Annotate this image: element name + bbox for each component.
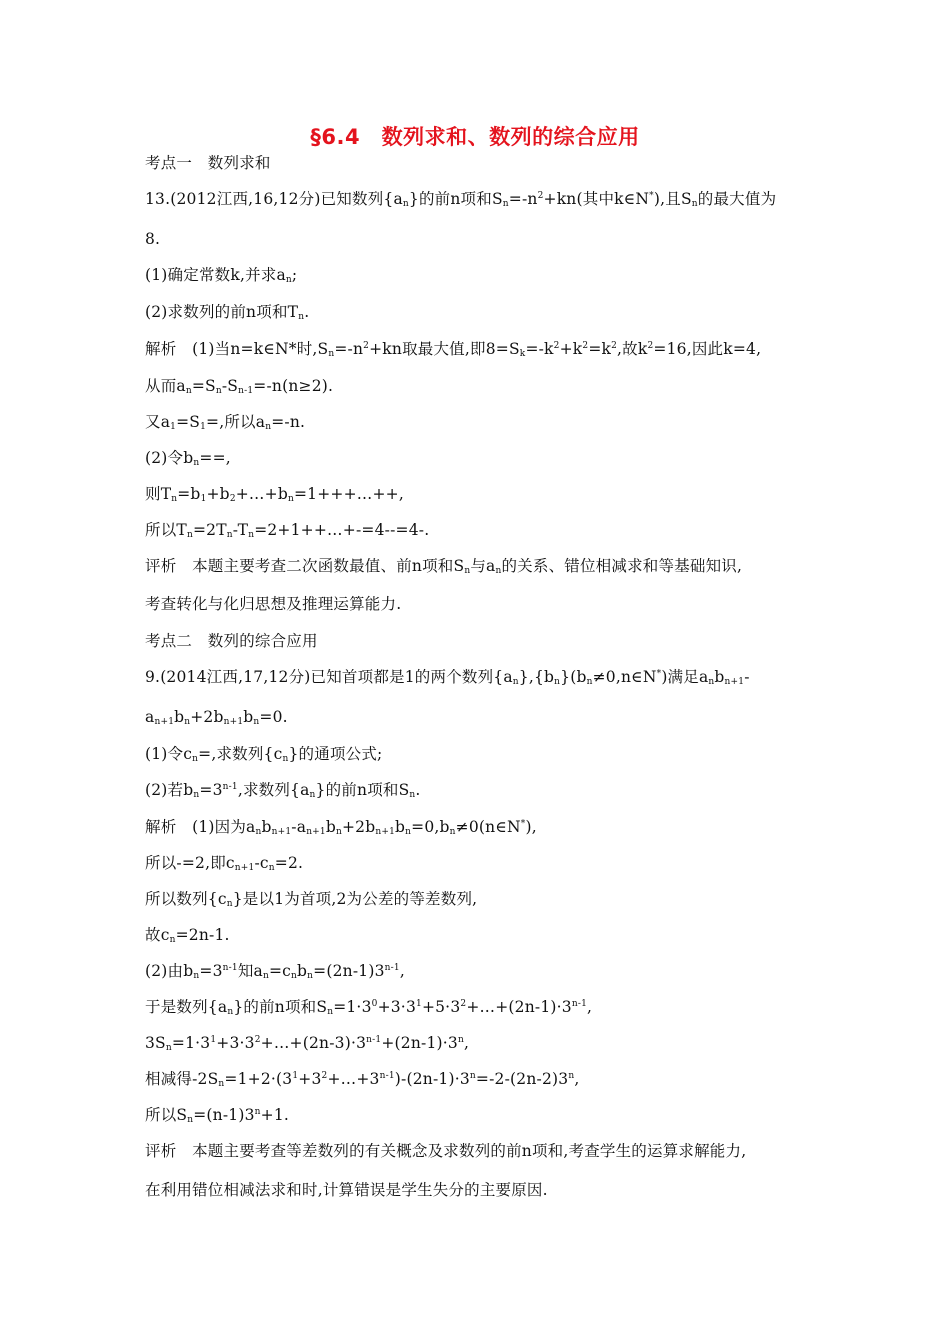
problem-9-solution-line-4: 故$c_n=2n-1$. (145, 926, 230, 945)
problem-9-part-2: (2)若$b_n=3^{n-1}$,求数列$\{a_n\}$的前n项和$S_n$. (145, 781, 421, 800)
problem-9-stem-line-1: 9.(2014江西,17,12分)已知首项都是1的两个数列$\{a_n\},\{b_n\}(b_n\ne 0,n\in N^*)$满足$a_nb_{n+1}-$ (145, 668, 750, 687)
problem-13-stem-line-1: 13.(2012江西,16,12分)已知数列$\{a_n\}$的前n项和$S_n=-n^2+kn$(其中k∈N*),且$S_n$的最大值为 (145, 190, 777, 209)
problem-9-comment-line-1: 评析 本题主要考查等差数列的有关概念及求数列的前n项和,考查学生的运算求解能力, (145, 1142, 747, 1160)
problem-13-comment-line-2: 考查转化与化归思想及推理运算能力. (145, 595, 402, 613)
problem-9-solution-line-5: (2)由$b_n=3^{n-1}$知$a_n=c_nb_n=(2n-1)3^{n-1}$, (145, 962, 405, 981)
section-heading-1: 考点一 数列求和 (145, 154, 271, 172)
problem-13-solution-line-6: 所以$T_n=2T_n-T_n=2+1++\dots+-=4--=4-$. (145, 521, 430, 540)
problem-13-solution-line-2: 从而$a_n=S_n-S_{n-1}=-n(n\ge 2)$. (145, 377, 334, 396)
problem-13-part-2: (2)求数列的前n项和$T_n$. (145, 303, 310, 322)
problem-9-solution-line-7: $3S_n=1\cdot 3^1+3\cdot 3^2+\dots+(2n-3)\cdot 3^{n-1}+(2n-1)\cdot 3^n$, (145, 1034, 470, 1053)
problem-13-solution-line-1: 解析 (1)当n=k∈N*时$,S_n=-n^2+kn$取最大值,即$8=S_k=-k^2+k^2=k^2$,故$k^2=16$,因此k=4, (145, 340, 762, 359)
page-title: §6.4 数列求和、数列的综合应用 (310, 125, 640, 149)
problem-13-comment-line-1: 评析 本题主要考查二次函数最值、前n项和$S_n$与$a_n$的关系、错位相减求和等基础知识, (145, 557, 743, 576)
problem-13-part-1: (1)确定常数k,并求$a_n$; (145, 266, 298, 285)
problem-9-solution-line-3: 所以数列$\{c_n\}$是以1为首项,2为公差的等差数列, (145, 890, 478, 909)
problem-13-stem-line-2: 8. (145, 230, 161, 248)
problem-9-solution-line-1: 解析 (1)因为$a_nb_{n+1}-a_{n+1}b_n+2b_{n+1}b_n=0,b_n\ne 0(n\in N^*)$, (145, 818, 537, 837)
problem-13-solution-line-5: 则$T_n=b_1+b_2+\dots+b_n=1+++\dots++$, (145, 485, 404, 504)
problem-9-stem-line-2: $a_{n+1}b_n+2b_{n+1}b_n=0$. (145, 708, 288, 727)
problem-9-solution-line-2: 所以-=2,即$c_{n+1}-c_n=2$. (145, 854, 304, 873)
problem-9-comment-line-2: 在利用错位相减法求和时,计算错误是学生失分的主要原因. (145, 1181, 548, 1199)
problem-9-solution-line-9: 所以$S_n=(n-1)3^n+1$. (145, 1106, 290, 1125)
problem-9-solution-line-6: 于是数列$\{a_n\}$的前n项和$S_n=1\cdot 3^0+3\cdot 3^1+5\cdot 3^2+\dots+(2n-1)\cdot 3^{n-1}$, (145, 998, 593, 1017)
problem-13-solution-line-3: 又$a_1=S_1=$,所以$a_n=-n$. (145, 413, 306, 432)
problem-9-solution-line-8: 相减得$-2S_n=1+2\cdot(3^1+3^2+\dots+3^{n-1})-(2n-1)\cdot 3^n=-2-(2n-2)3^n$, (145, 1070, 580, 1089)
section-heading-2: 考点二 数列的综合应用 (145, 632, 318, 650)
problem-13-solution-line-4: (2)令$b_n==$, (145, 449, 231, 468)
problem-9-part-1: (1)令$c_n=$,求数列$\{c_n\}$的通项公式; (145, 745, 383, 764)
